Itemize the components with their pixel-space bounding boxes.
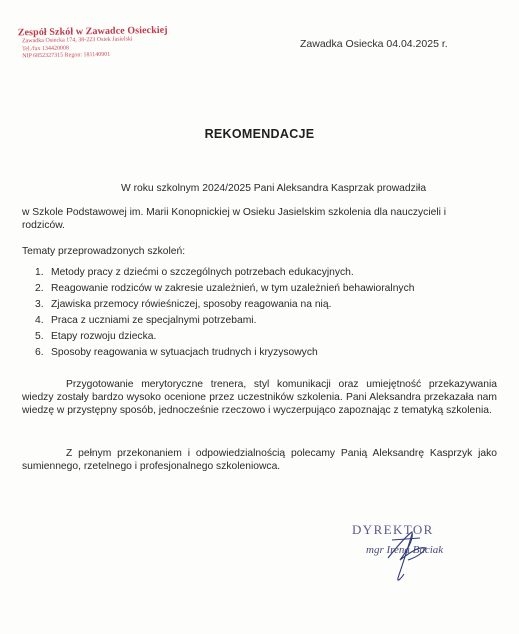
list-item-number: 3. bbox=[35, 299, 44, 310]
list-item-text: Praca z uczniami ze specjalnymi potrzebami. bbox=[51, 315, 257, 326]
signature-role: DYREKTOR bbox=[352, 522, 434, 537]
list-item-text: Etapy rozwoju dziecka. bbox=[51, 331, 157, 342]
list-item-text: Zjawiska przemocy rówieśniczej, sposoby reagowania na nią. bbox=[51, 299, 332, 310]
intro-first-line: W roku szkolnym 2024/2025 Pani Aleksandra Kasprzak prowadziła bbox=[121, 183, 427, 194]
recommendation-text: Z pełnym przekonaniem i odpowiedzialnością polecamy Panią Aleksandrę Kasprzyk jako sumiennego, rzetelnego i profesjonalnego szkoleniowca. bbox=[22, 448, 497, 473]
list-item bbox=[35, 266, 455, 279]
evaluation-paragraph bbox=[22, 378, 497, 418]
list-item-text: Reagowanie rodziców w zakresie uzależnień, w tym uzależnień behawioralnych bbox=[51, 283, 415, 294]
stamp-school-name: Zespół Szkół w Zawadce Osieckiej bbox=[17, 24, 168, 39]
intro-continuation: w Szkole Podstawowej im. Marii Konopnickiej w Osieku Jasielskim szkolenia dla nauczycieli i rodziców. bbox=[22, 207, 447, 231]
list-item bbox=[35, 330, 455, 343]
list-item-number: 6. bbox=[35, 347, 44, 358]
signature-block bbox=[348, 518, 498, 588]
school-stamp bbox=[18, 25, 179, 61]
list-item bbox=[35, 298, 455, 311]
stamp-phone: Tel./fax 134420008 bbox=[22, 45, 70, 52]
list-item-number: 4. bbox=[35, 315, 44, 326]
list-item-number: 2. bbox=[35, 283, 44, 294]
document-title: REKOMENDACJE bbox=[204, 127, 315, 141]
list-item-text: Sposoby reagowania w sytuacjach trudnych i kryzysowych bbox=[51, 347, 318, 358]
topics-list bbox=[35, 266, 455, 362]
place-date: Zawadka Osiecka 04.04.2025 r. bbox=[300, 38, 448, 50]
list-item-text: Metody pracy z dziećmi o szczególnych potrzebach edukacyjnych. bbox=[51, 267, 354, 278]
stamp-address: Zawadka Osiecka 174, 38-223 Osiek Jasielski bbox=[21, 36, 133, 45]
handwritten-signature bbox=[348, 518, 498, 588]
stamp-ids: NIP 6852327315 Regon: 181140901 bbox=[22, 51, 111, 60]
evaluation-text: Przygotowanie merytoryczne trenera, styl komunikacji oraz umiejętność przekazywania wiedzy zostały bardzo wysoko ocenione przez uczestników szkolenia. Pani Aleksandra przekazała nam wiedzę w przystępny sposób, jednocześnie rzeczowo i wyczerpująco zapoznając z tematyką szkolenia. bbox=[22, 379, 497, 417]
list-item-number: 1. bbox=[35, 267, 44, 278]
list-item bbox=[35, 282, 455, 295]
list-item bbox=[35, 314, 455, 327]
list-item-number: 5. bbox=[35, 331, 44, 342]
topics-label: Tematy przeprowadzonych szkoleń: bbox=[22, 246, 186, 257]
recommendation-paragraph bbox=[22, 447, 497, 473]
signature-name: mgr Irena Baciak bbox=[366, 544, 444, 556]
list-item bbox=[35, 346, 455, 359]
